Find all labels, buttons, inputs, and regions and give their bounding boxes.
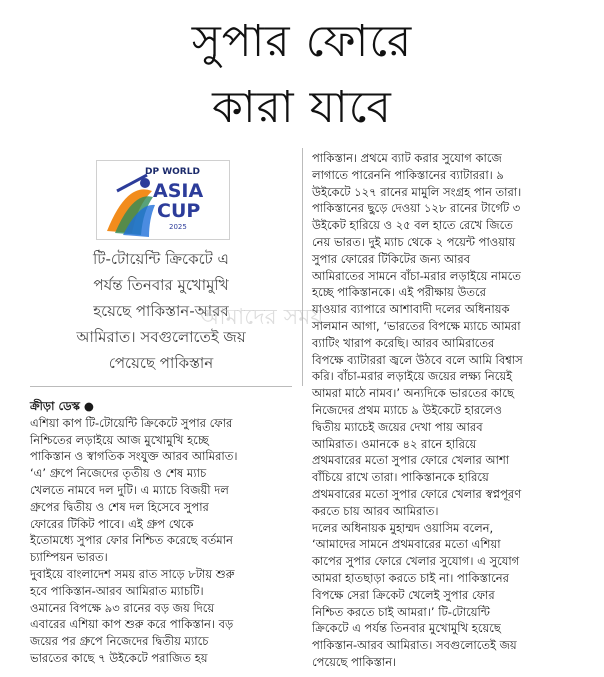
body-line: আমিরাতের সামনে বাঁচা-মরার লড়াইয়ে নামতে — [312, 268, 521, 283]
body-line: পাকিস্তান ও স্বাগতিক সংযুক্ত আরব আমিরাত। — [30, 449, 238, 464]
body-line: ওমানের বিপক্ষে ৯৩ রানের বড় জয় দিয়ে — [30, 600, 215, 615]
body-line: উইকেটে ১২৭ রানের মামুলি সংগ্রহ পান তারা। — [312, 184, 522, 199]
body-line: যাওয়ার ব্যাপারে আশাবাদী দলের অধিনায়ক — [312, 302, 510, 317]
pull-quote-line: টি-টোয়েন্টি ক্রিকেটে এ — [93, 250, 229, 268]
body-line: ব্যাটিং খারাপ করেছি। আরব আমিরাতের — [312, 335, 495, 350]
body-line: সালমান আগা, ‘ভারতের বিপক্ষে ম্যাচে আমরা — [312, 318, 521, 333]
logo-year: 2025 — [169, 223, 187, 231]
body-line: নিশ্চিত করতে চাই আমরা।’ টি-টোয়েন্টি — [312, 604, 490, 619]
body-line: ‘আমাদের সামনে প্রথমবারের মতো এশিয়া — [312, 537, 501, 552]
body-line: হবে পাকিস্তান-আরব আমিরাত ম্যাচটি। — [30, 583, 204, 598]
body-line: পাকিস্তান-আরব আমিরাত। সবগুলোতেই জয় — [312, 638, 517, 653]
article-left-column — [30, 398, 292, 667]
body-line: আমরা মাঠে নামব।’ অন্যদিকে ভারতের কাছে — [312, 386, 514, 401]
body-line: গ্রুপের দ্বিতীয় ও শেষ দল হিসেবে সুপার — [30, 499, 209, 514]
pull-quote-line: পর্যন্ত তিনবার মুখোমুখি — [93, 276, 229, 294]
body-line: নেয় ভারত। দুই ম্যাচ থেকে ২ পয়েন্ট পাওয়ায় — [312, 234, 516, 249]
body-line: পাকিস্তান। প্রথমে ব্যাট করার সুযোগ কাজে — [312, 151, 502, 165]
headline-line-1: সুপার ফোরে — [191, 16, 413, 67]
body-line: চ্যাম্পিয়ন ভারত। — [30, 550, 108, 565]
headline-line-2: কারা যাবে — [212, 82, 392, 133]
body-line: বিপক্ষে ব্যাটাররা জ্বলে উঠবে বলে আমি বিশ্বাস — [312, 352, 523, 367]
body-line: দুবাইয়ে বাংলাদেশ সময় রাত সাড়ে ৮টায় শুরু — [30, 566, 235, 581]
body-line: প্রথমবারের মতো সুপার ফোরে খেলার আশা — [312, 453, 510, 468]
pull-quote-line: পেয়েছে পাকিস্তান — [108, 354, 214, 372]
column-divider — [302, 148, 303, 386]
body-line: দ্বিতীয় ম্যাচেই জয়ের দেখা পায় আরব — [312, 419, 483, 434]
body-line: বাঁচিয়ে রাখে তারা। পাকিস্তানকে হারিয়ে — [312, 470, 489, 485]
pull-quote-line: হয়েছে পাকিস্তান-আরব — [93, 302, 229, 320]
section-divider — [30, 386, 292, 387]
logo-title-asia: ASIA — [153, 180, 204, 202]
body-line: লাগাতে পারেননি পাকিস্তানের ব্যাটাররা। ৯ — [312, 167, 504, 182]
body-line: নিশ্চিতের লড়াইয়ে আজ মুখোমুখি হচ্ছে — [30, 432, 209, 447]
body-line: করি। বাঁচা-মরার লড়াইয়ে জয়ের লক্ষ্য নিয়েই — [312, 369, 513, 384]
body-line: উইকেট হারিয়ে ও ২৫ বল হাতে রেখে জিতে — [312, 218, 513, 233]
body-line: ভারতের কাছে ৭ উইকেটে পরাজিত হয় — [30, 650, 208, 665]
body-line: প্রথমবারের মতো সুপার ফোরে খেলার স্বপ্নপূরণ — [312, 486, 522, 501]
logo-title-cup: CUP — [157, 200, 201, 222]
body-line: ফোরের টিকিট পাবে। এই গ্রুপ থেকে — [30, 516, 194, 531]
body-line: খেলতে নামবে দল দুটি। এ ম্যাচে বিজয়ী দল — [30, 482, 229, 497]
body-line: আমরা হাতছাড়া করতে চাই না। পাকিস্তানের — [312, 570, 509, 585]
body-line: সুপার ফোরের টিকিটের জন্য আরব — [312, 251, 471, 266]
body-line: করতে চায় আরব আমিরাত। — [312, 503, 439, 518]
body-line: হচ্ছে পাকিস্তানকে। এই পরীক্ষায় উতরে — [312, 285, 487, 300]
body-line: পেয়েছে পাকিস্তান। — [312, 654, 397, 669]
byline: ক্রীড়া ডেস্ক ● — [30, 399, 94, 413]
body-line: আমিরাত। ওমানকে ৪২ রানে হারিয়ে — [312, 436, 477, 451]
article-right-column — [312, 150, 584, 671]
body-line: দলের অধিনায়ক মুহাম্মদ ওয়াসিম বলেন, — [312, 520, 494, 535]
logo-brand: DP WORLD — [145, 167, 200, 177]
asia-cup-logo — [96, 160, 230, 240]
body-line: বিপক্ষে সেরা ক্রিকেট খেলেই সুপার ফোর — [312, 587, 495, 602]
body-line: এবারের এশিয়া কাপ শুরু করে পাকিস্তান। বড় — [30, 617, 234, 632]
body-line: পাকিস্তানের ছুড়ে দেওয়া ১২৮ রানের টার্গেট ৩ — [312, 201, 521, 216]
body-line: কাপের সুপার ফোরে খেলার সুযোগ। এ সুযোগ — [312, 554, 520, 569]
body-line: এশিয়া কাপ টি-টোয়েন্টি ক্রিকেটে সুপার ফোর — [30, 415, 233, 430]
pull-quote-line: আমিরাত। সবগুলোতেই জয় — [76, 328, 246, 346]
body-line: ইতোমধ্যে সুপার ফোর নিশ্চিত করেছে বর্তমান — [30, 533, 233, 548]
body-line: ক্রিকেটে এ পর্যন্ত তিনবার মুখোমুখি হয়েছে — [312, 621, 501, 636]
watermark: আমাদের সময় — [200, 305, 324, 330]
body-line: ‘এ’ গ্রুপে নিজেদের তৃতীয় ও শেষ ম্যাচ — [30, 466, 207, 481]
body-line: নিজেদের প্রথম ম্যাচে ৯ উইকেটে হারলেও — [312, 402, 502, 417]
body-line: জয়ের পর গ্রুপে নিজেদের দ্বিতীয় ম্যাচে — [30, 634, 209, 649]
